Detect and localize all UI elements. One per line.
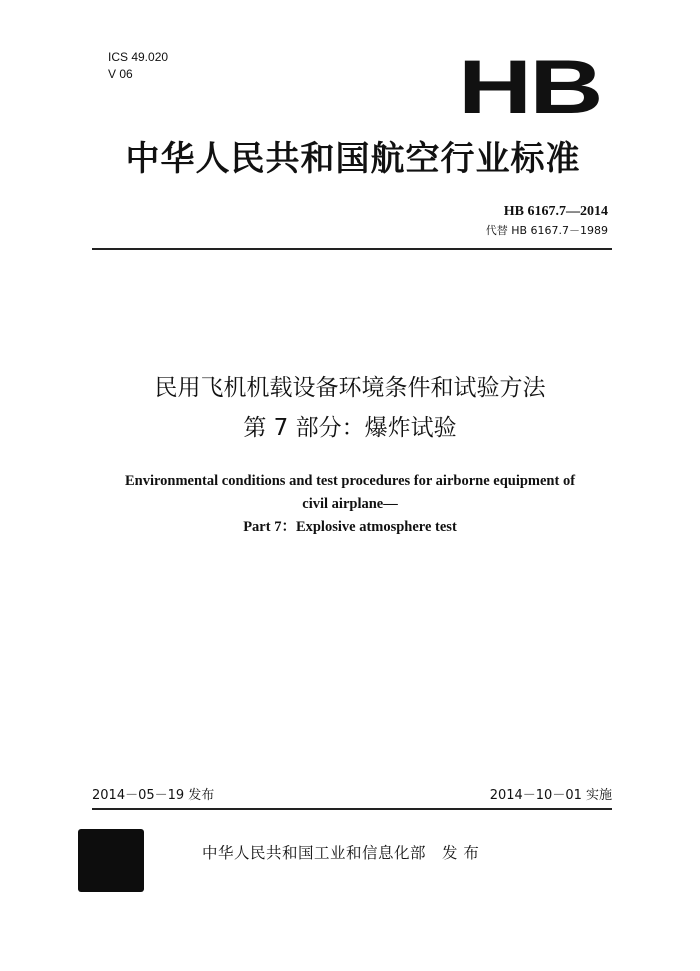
ics-code: ICS 49.020 <box>108 50 169 64</box>
chinese-title-line-2: 第 7 部分：爆炸试验 <box>243 415 457 441</box>
hb-logo: HB <box>458 45 601 130</box>
issue-date: 2014－05－19 发布 <box>92 788 215 803</box>
stamp-mark <box>78 829 144 892</box>
english-title <box>60 470 640 539</box>
english-title-line-1: Environmental conditions and test procedures for airborne equipment of <box>124 473 576 489</box>
english-title-line-2: civil airplane— <box>302 496 398 512</box>
publisher: 中华人民共和国工业和信息化部 发 布 <box>202 844 480 862</box>
chinese-title <box>60 368 640 448</box>
replaces-standard: 代替 HB 6167.7－1989 <box>485 224 608 237</box>
chinese-title-line-1: 民用飞机机载设备环境条件和试验方法 <box>154 375 546 401</box>
standard-number: HB 6167.7—2014 <box>503 204 608 219</box>
english-title-line-3: Part 7：Explosive atmosphere test <box>243 519 457 535</box>
top-divider <box>92 248 612 250</box>
national-standard-title: 中华人民共和国航空行业标准 <box>125 139 581 179</box>
bottom-divider <box>92 808 612 810</box>
classification-codes <box>108 49 168 83</box>
ccs-code: V 06 <box>108 67 133 81</box>
implementation-date: 2014－10－01 实施 <box>489 788 612 803</box>
